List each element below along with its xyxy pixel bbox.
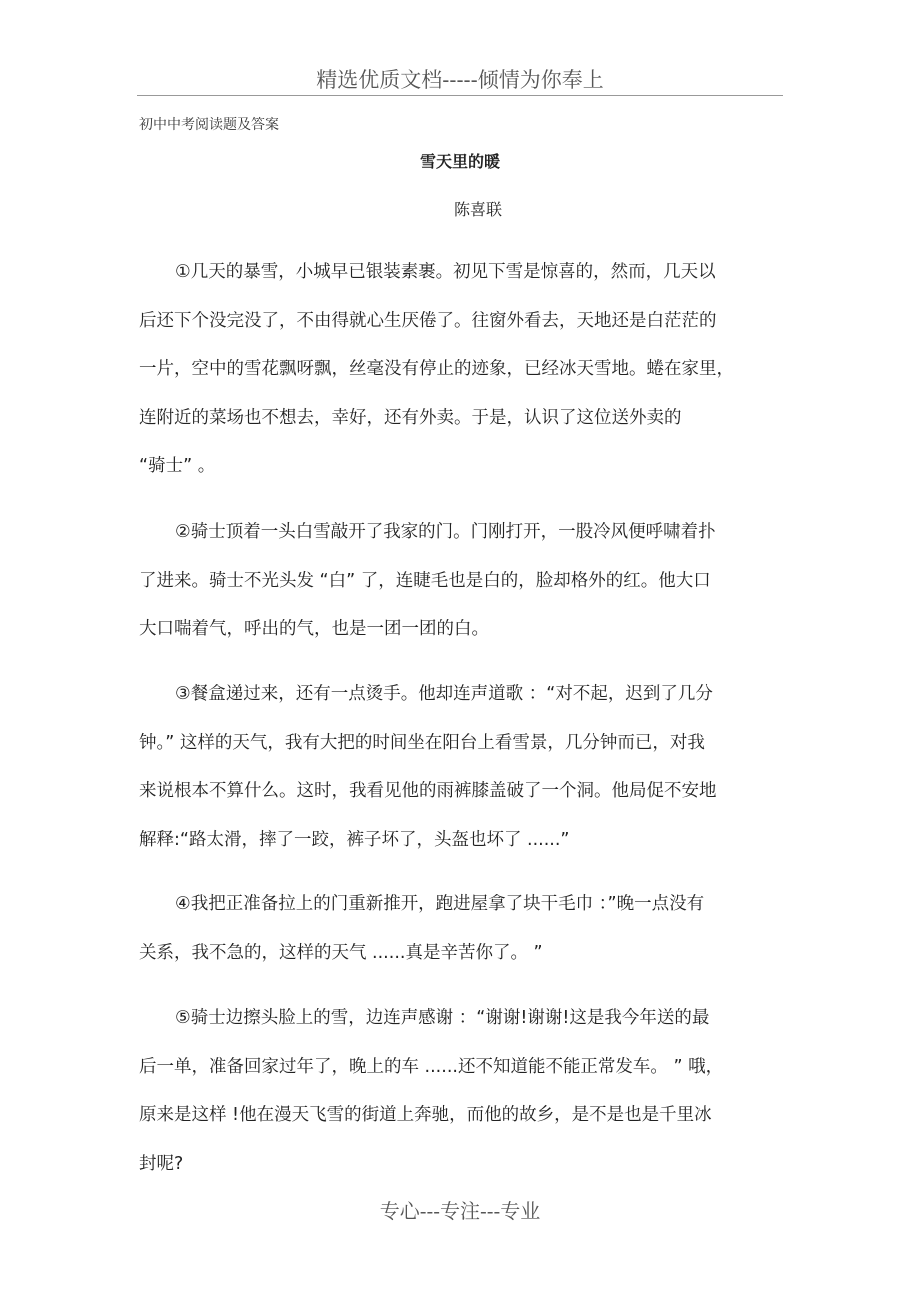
paragraph-2 — [139, 508, 799, 654]
article-title: 雪天里的暖 — [419, 152, 500, 171]
paragraph-line: 封呢? — [139, 1153, 184, 1174]
paragraph-line: 解释:“路太滑，摔了一跤，裤子坏了，头盔也坏了 ......” — [139, 829, 570, 850]
paragraph-line: ①几天的暴雪，小城早已银装素裹。初见下雪是惊喜的，然而，几天以 — [175, 262, 716, 282]
paragraph-line: 关系，我不急的，这样的天气 ......真是辛苦你了。 ” — [139, 942, 543, 963]
paragraph-line: ⑤骑士边擦头脸上的雪，边连声感谢 ：“谢谢!谢谢!这是我今年送的最 — [175, 1008, 710, 1028]
paragraph-line: 了进来。骑士不光头发 “白” 了，连睫毛也是白的，脸却格外的红。他大口 — [139, 570, 711, 591]
paragraph-line: ③餐盒递过来，还有一点烫手。他却连声道歌 ：“对不起，迟到了几分 — [175, 684, 713, 704]
page-header: 精选优质文档-----倾情为你奉上 — [316, 68, 604, 92]
paragraph-line: 钟。” 这样的天气，我有大把的时间坐在阳台上看雪景，几分钟而已，对我 — [139, 732, 705, 753]
paragraph-line: “骑士” 。 — [139, 456, 216, 476]
document-subtitle: 初中中考阅读题及答案 — [139, 117, 279, 133]
paragraph-line: ④我把正准备拉上的门重新推开，跑进屋拿了块干毛巾 ：”晚一点没有 — [175, 894, 705, 914]
paragraph-line: 一片，空中的雪花飘呀飘，丝毫没有停止的迹象，已经冰天雪地。蜷在家里， — [139, 359, 734, 379]
paragraph-line: ②骑士顶着一头白雪敲开了我家的门。门刚打开，一股冷风便呼啸着扑 — [175, 522, 716, 542]
paragraph-line: 大口喘着气，呼出的气，也是一团一团的白。 — [139, 619, 489, 639]
paragraph-line: 后还下个没完没了，不由得就心生厌倦了。往窗外看去，天地还是白茫茫的 — [139, 310, 717, 331]
header-divider — [137, 95, 783, 96]
article-author: 陈喜联 — [453, 200, 502, 219]
paragraph-1 — [139, 248, 799, 491]
paragraph-line: 来说根本不算什么。这时，我看见他的雨裤膝盖破了一个洞。他局促不安地 — [139, 781, 717, 801]
paragraph-5 — [139, 994, 799, 1188]
page-footer: 专心---专注---专业 — [379, 1199, 541, 1223]
paragraph-4 — [139, 880, 799, 977]
paragraph-3 — [139, 670, 799, 864]
paragraph-line: 连附近的菜场也不想去，幸好，还有外卖。于是，认识了这位送外卖的 — [139, 407, 682, 428]
paragraph-line: 原来是这样 !他在漫天飞雪的街道上奔驰，而他的故乡，是不是也是千里冰 — [139, 1105, 712, 1125]
paragraph-line: 后一单，准备回家过年了，晚上的车 ......还不知道能不能正常发车。 ” 哦， — [139, 1056, 724, 1077]
